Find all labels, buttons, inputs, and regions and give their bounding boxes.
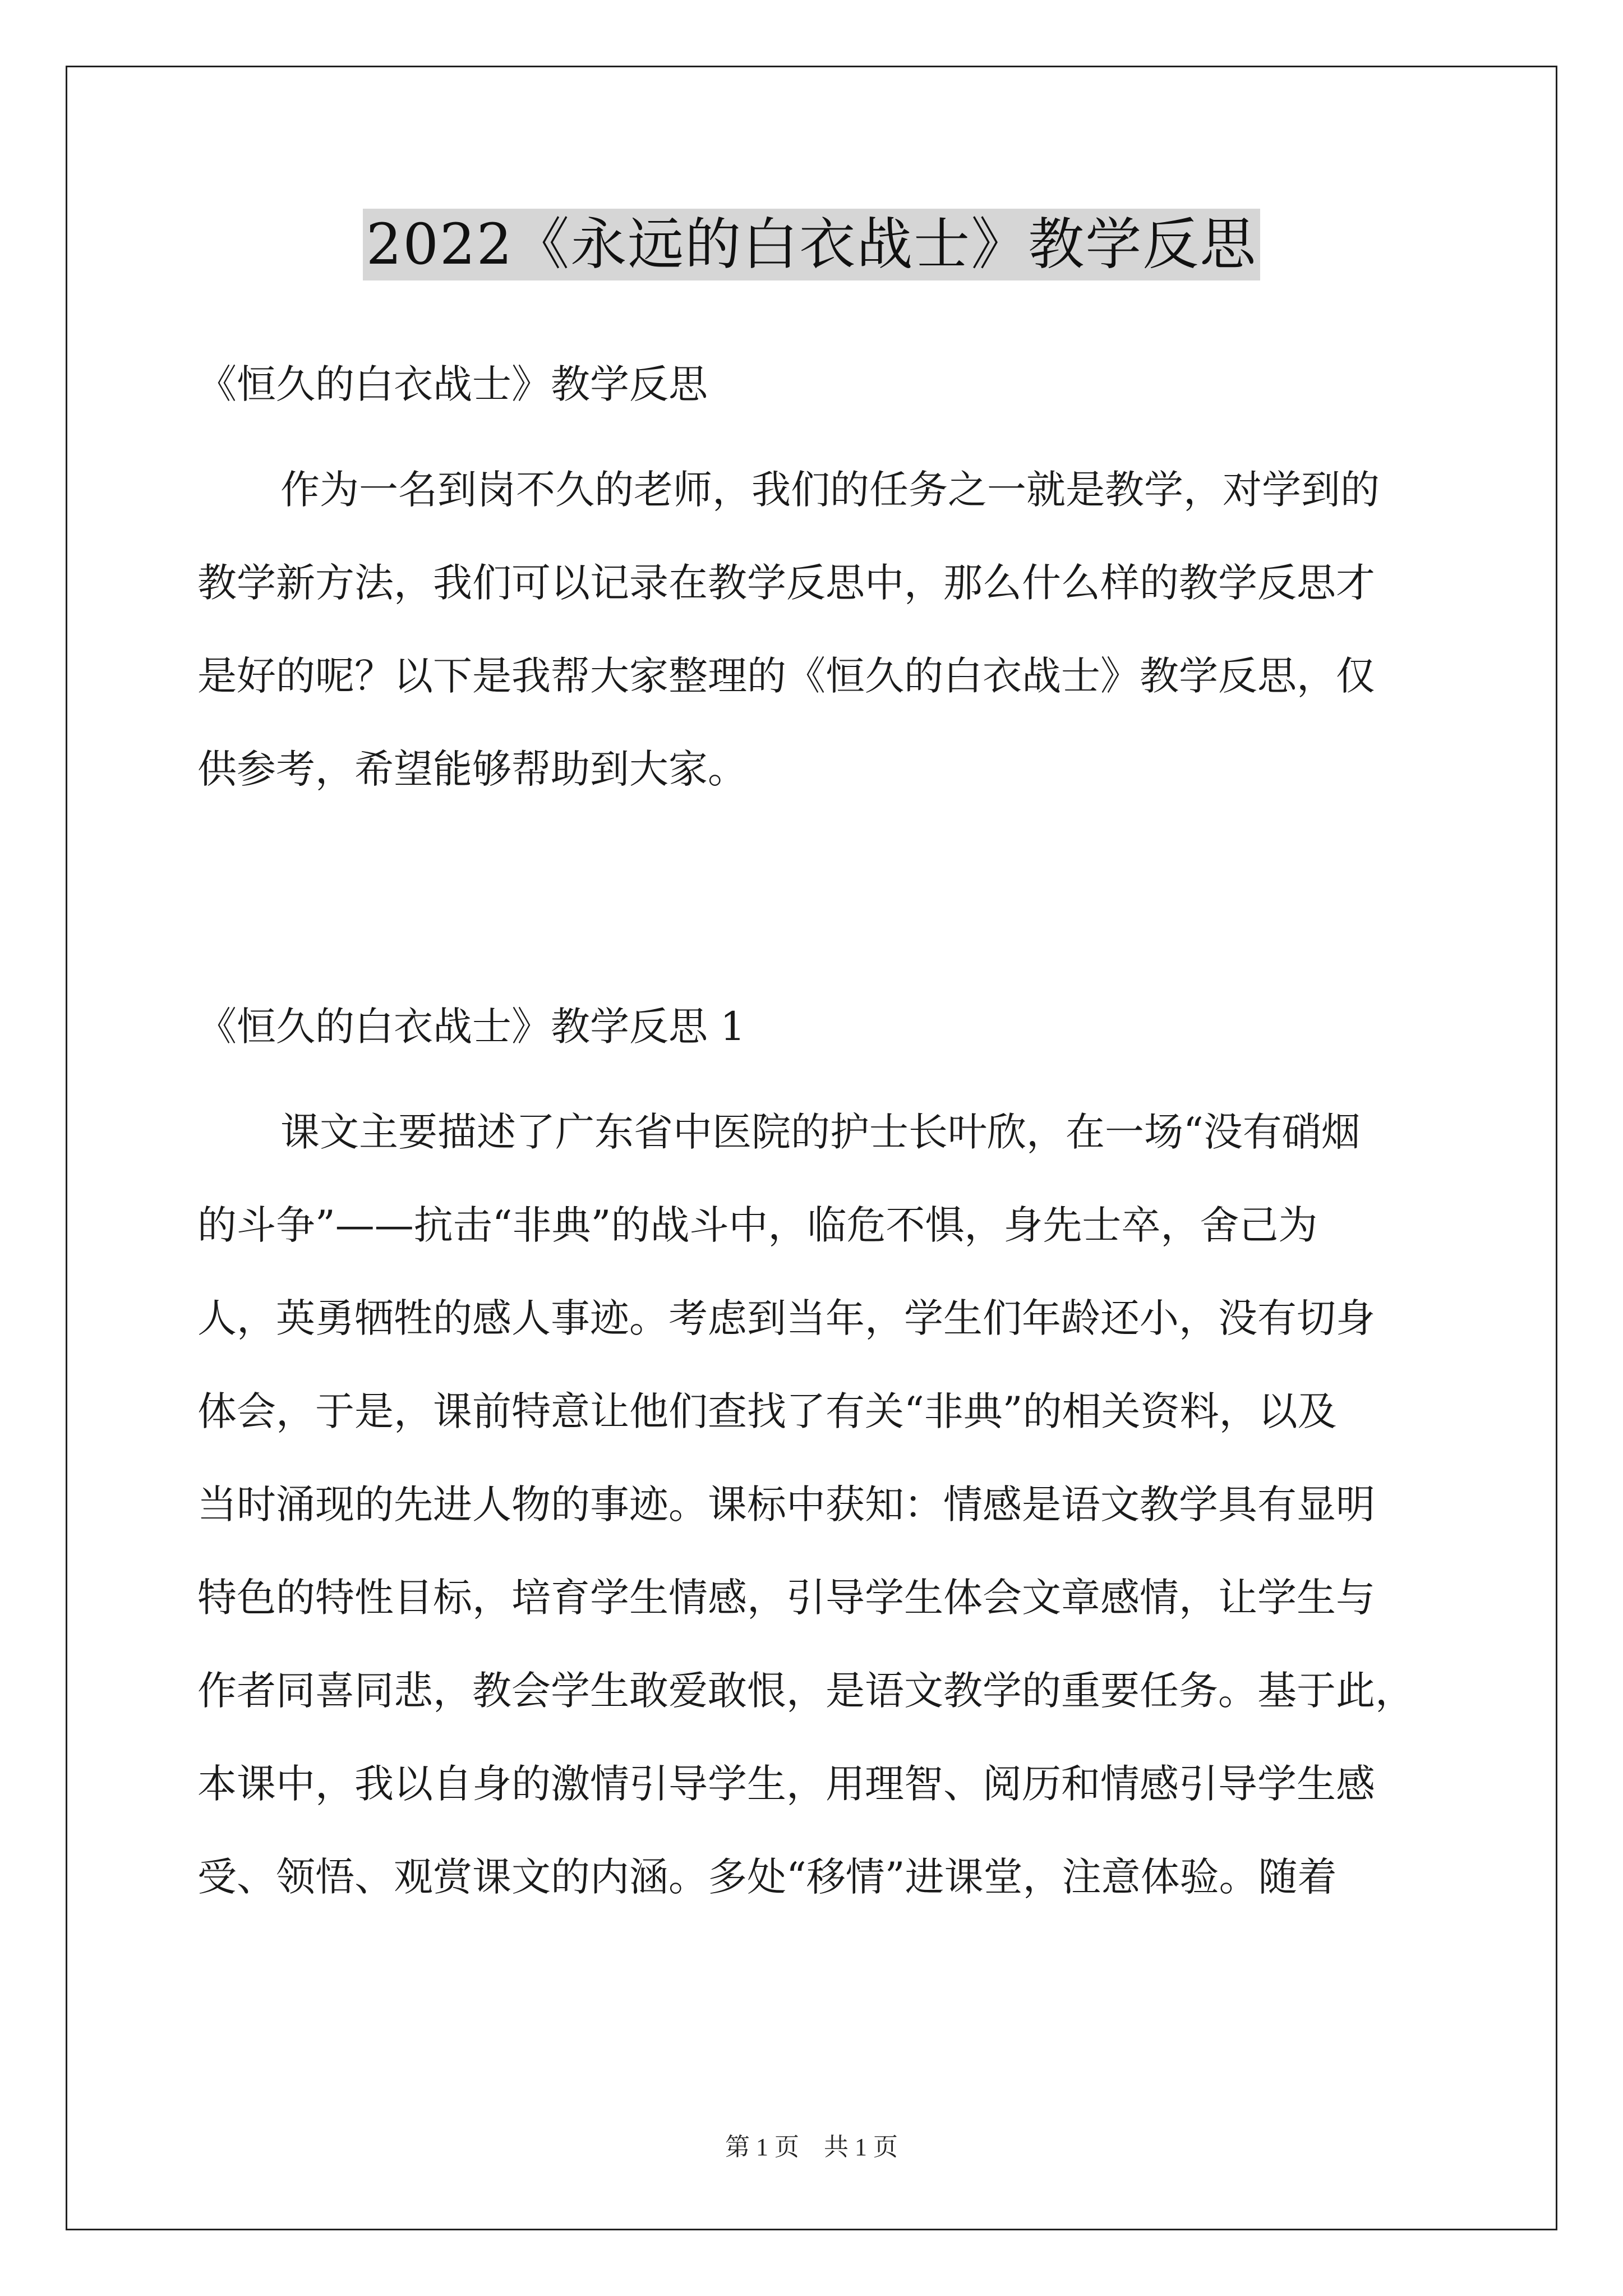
document-title: 2022《永远的白衣战士》教学反思 (363, 209, 1261, 280)
paragraph-line: 人，英勇牺牲的感人事迹。考虑到当年，学生们年龄还小，没有切身 (197, 1295, 1375, 1341)
paragraph-line: 供参考，希望能够帮助到大家。 (197, 746, 747, 792)
title-container (0, 209, 1623, 280)
paragraph-line: 体会，于是，课前特意让他们查找了有关“非典”的相关资料，以及 (197, 1388, 1337, 1434)
paragraph-line: 本课中，我以自身的激情引导学生，用理智、阅历和情感引导学生感 (197, 1761, 1375, 1807)
paragraph-line: 当时涌现的先进人物的事迹。课标中获知：情感是语文教学具有显明 (197, 1481, 1375, 1527)
paragraph-line: 的斗争”——抗击“非典”的战斗中，临危不惧，身先士卒，舍己为 (197, 1202, 1318, 1248)
section1-heading: 《恒久的白衣战士》教学反思 1 (197, 1004, 745, 1050)
paragraph-line: 受、领悟、观赏课文的内涵。多处“移情”进课堂，注意体验。随着 (197, 1854, 1337, 1900)
section1-paragraph (197, 1085, 1442, 1924)
paragraph-line: 作者同喜同悲，教会学生敢爱敢恨，是语文教学的重要任务。基于此， (197, 1668, 1414, 1714)
paragraph-line: 是好的呢？以下是我帮大家整理的《恒久的白衣战士》教学反思，仅 (197, 653, 1375, 699)
paragraph-line: 课文主要描述了广东省中医院的护士长叶欣，在一场“没有硝烟 (280, 1109, 1361, 1155)
paragraph-line: 作为一名到岗不久的老师，我们的任务之一就是教学，对学到的 (280, 467, 1380, 513)
page-number-footer: 第 1 页 共 1 页 (725, 2133, 898, 2161)
paragraph-line: 特色的特性目标，培育学生情感，引导学生体会文章感情，让学生与 (197, 1575, 1375, 1621)
paragraph-line: 教学新方法，我们可以记录在教学反思中，那么什么样的教学反思才 (197, 560, 1375, 606)
intro-heading: 《恒久的白衣战士》教学反思 (197, 361, 708, 407)
intro-paragraph (197, 443, 1442, 816)
